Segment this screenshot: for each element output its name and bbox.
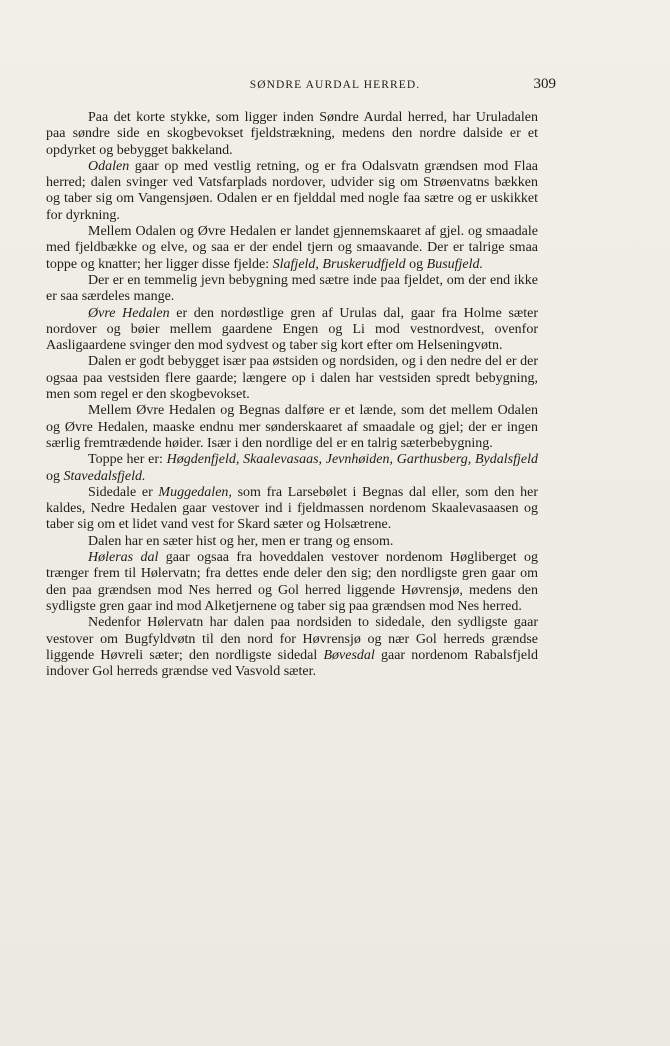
page-header-title: SØNDRE AURDAL HERRED.: [249, 79, 421, 91]
body-text: [46, 110, 538, 680]
paragraph-12: [46, 615, 538, 680]
text-run: som fra Larsebølet i Begnas dal eller, som den her kaldes, Nedre Hedalen gaar vestover ind i fjeldmassen nordenom Skaalevasaasen og taber sig om et lidet vand vest for Skard sæter og Holsætrene.: [46, 484, 538, 533]
paragraph-7: [46, 403, 538, 452]
text-run: og: [46, 468, 64, 484]
paragraph-11: [46, 550, 538, 615]
italic-term: Øvre Hedalen: [88, 305, 170, 321]
text-run: Mellem Øvre Hedalen og Begnas dalføre er et lænde, som det mellem Odalen og Øvre Hedalen, maaske endnu mer sønderskaaret af smaadale og gjel; der er ingen særlig fremtrædende høider. Især i den nordlige del er en talrig sæterbebygning.: [46, 403, 538, 451]
paragraph-3: [46, 224, 538, 273]
italic-term: Busufjeld.: [426, 256, 484, 272]
page-number: 309: [533, 76, 556, 92]
paragraph-9: [46, 485, 538, 534]
text-run: gaar op med vestlig retning, og er fra Odalsvatn grændsen mod Flaa herred; dalen svinger ved Vatsfarplads nordover, udvider sig om Strøenvatns bækken og taber sig om Vangensjøen. Odalen er en fjelddal med nogle faa sætre og er uskikket for dyrkning.: [46, 158, 538, 223]
text-run: Paa det korte stykke, som ligger inden Søndre Aurdal herred, har Uruladalen paa søndre side en skogbevokset fjeldstrækning, medens den nordre dalside er et opdyrket og bebygget bakkeland.: [46, 110, 538, 158]
italic-term: Stavedalsfjeld.: [63, 468, 146, 484]
paragraph-10: [46, 534, 538, 550]
text-run: Dalen er godt bebygget især paa østsiden og nordsiden, og i den nedre del er der ogsaa paa vestsiden flere gaarde; længere op i dalen har vestsiden spredt bebygning, men som regel er den skogbevokset.: [46, 354, 538, 403]
text-run: er den nordøstlige gren af Urulas dal, gaar fra Holme sæter nordover og bøier mellem gaardene Engen og Li mod vestnordvest, ovenfor Aasligaardene svinger den mod sydvest og taber sig kort efter om Helseningvøtn.: [46, 305, 539, 354]
text-run: og: [405, 256, 427, 272]
running-head: [0, 76, 670, 96]
italic-term: Høleras dal: [88, 550, 159, 566]
italic-term: Muggedalen,: [158, 484, 232, 500]
paragraph-6: [46, 354, 538, 403]
paragraph-1: [46, 110, 538, 159]
paragraph-2: [46, 159, 538, 224]
text-run: Sidedale er: [88, 484, 159, 500]
paragraph-5: [46, 306, 538, 355]
italic-term: Bøvesdal: [323, 647, 375, 663]
text-run: gaar ogsaa fra hoveddalen vestover nordenom Høgliberget og trænger frem til Hølervatn; fra dettes ende deler den sig; den nordligste gren gaar om den paa grændsen mod Nes herred og Gol herred liggende Høvrensjø, medens den sydligste gren gaar ind mod Alketjernene og taber sig paa grændsen mod Nes herred.: [46, 550, 538, 614]
paragraph-4: [46, 273, 538, 306]
text-run: Nedenfor Hølervatn har dalen paa nordsiden to sidedale, den sydligste gaar vestover om Bugfyldvøtn til den nord for Høvrensjø og nær Gol herreds grændse liggende Høvreli sæter; den nordligste sidedal: [46, 615, 538, 663]
text-run: Mellem Odalen og Øvre Hedalen er landet gjennemskaaret af gjel. og smaadale med fjeldbække og elve, og saa er der endel tjern og smaavande. Der er talrige smaa toppe og knatter; her ligger disse fjelde:: [46, 224, 538, 272]
text-run: Dalen har en sæter hist og her, men er trang og ensom.: [88, 533, 394, 549]
paragraph-8: [46, 452, 538, 485]
text-run: gaar nordenom Rabalsfjeld indover Gol herreds grændse ved Vasvold sæter.: [46, 647, 538, 680]
text-run: Toppe her er:: [88, 452, 167, 468]
italic-term: Slafjeld, Bruskerudfjeld: [272, 256, 406, 272]
italic-term: Høgdenfjeld, Skaalevasaas, Jevnhøiden, Garthusberg, Bydalsfjeld: [166, 452, 538, 468]
italic-term: Odalen: [88, 158, 130, 174]
text-run: Der er en temmelig jevn bebygning med sætre inde paa fjeldet, om der end ikke er saa særdeles mange.: [46, 272, 538, 305]
